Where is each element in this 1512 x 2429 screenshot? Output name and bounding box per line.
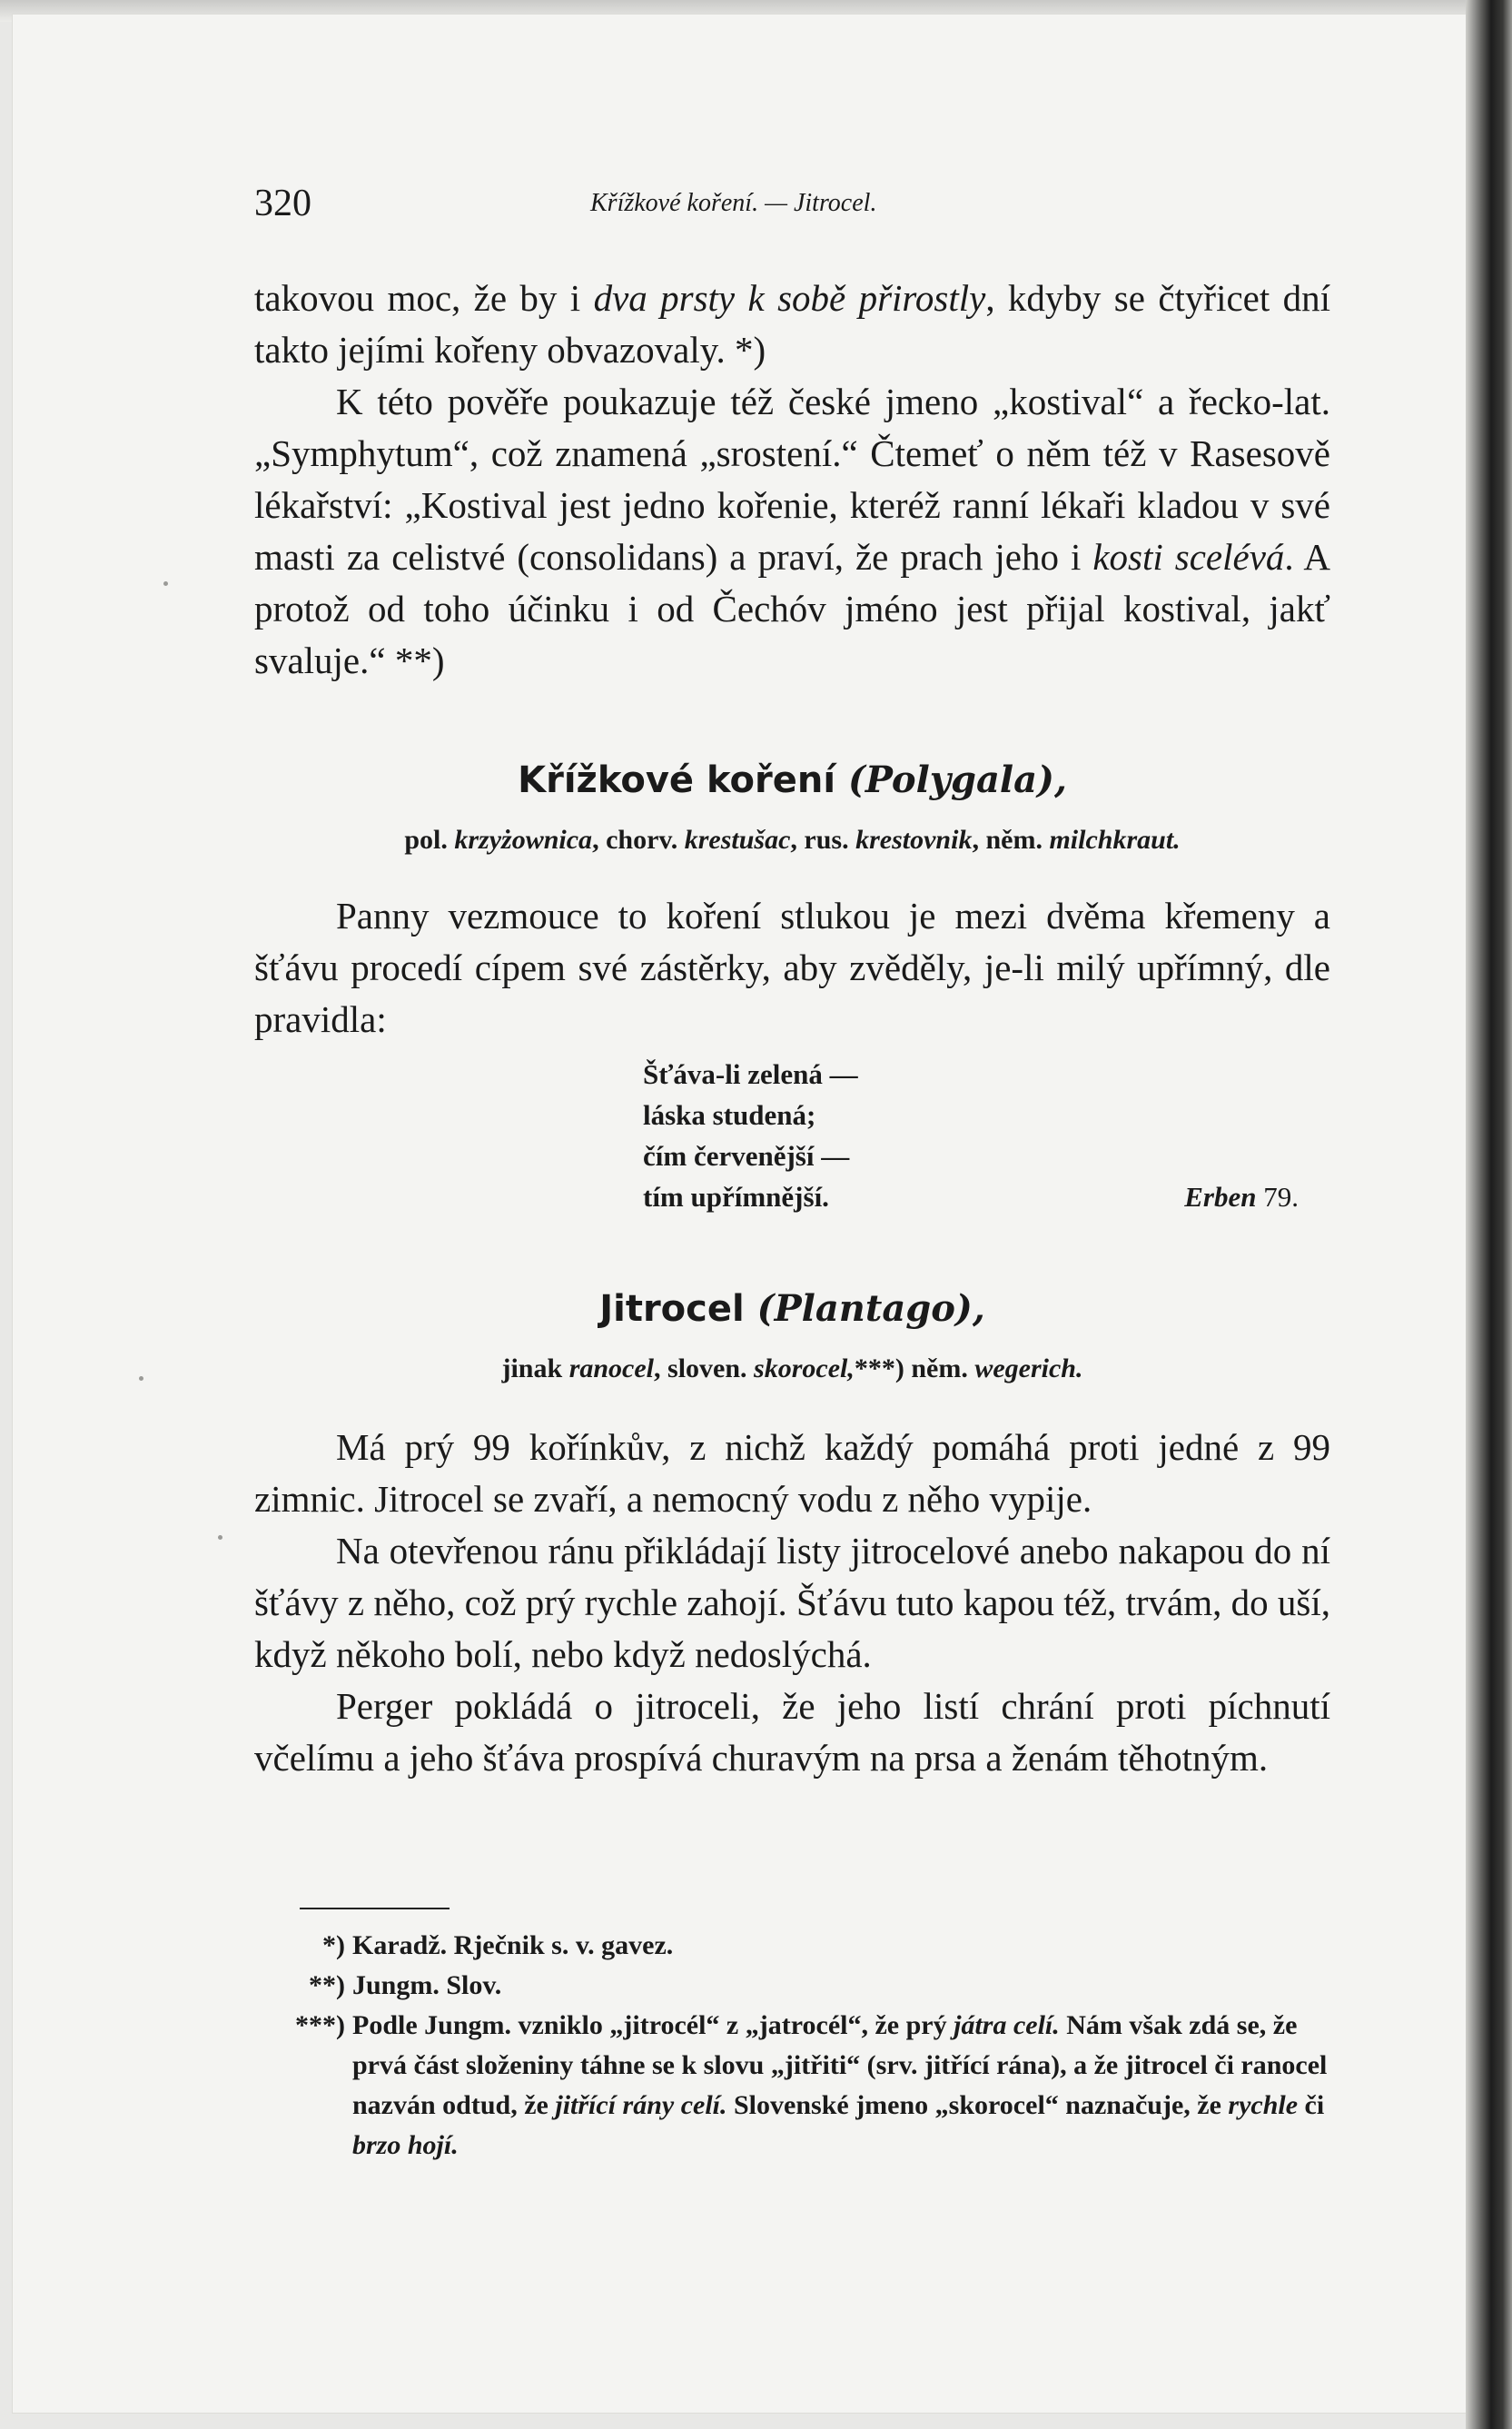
footnote: ***) Podle Jungm. vzniklo „jitrocél“ z „jatrocél“, že prý játra celí. Nám však zdá se, že prvá část složeniny táhne se k slovu „jitřiti“ (srv. jitřící rána), a že jitrocel či ranocel nazván odtud, že jitřící rány celí. Slovenské jmeno „skorocel“ naznačuje, že rychle či brzo hojí.	[272, 2006, 1330, 2166]
paper-speck	[218, 1535, 222, 1540]
verse-block	[643, 1054, 1333, 1217]
top-text-block	[254, 273, 1330, 687]
synonyms-plantago: jinak ranocel, sloven. skorocel,***) něm. wegerich.	[501, 1353, 1083, 1383]
footnote: **) Jungm. Slov.	[272, 1966, 1330, 2006]
verse-source: Erben 79.	[1184, 1181, 1299, 1213]
running-head-title: Křížkové koření. — Jitrocel.	[590, 189, 877, 217]
polygala-text	[254, 890, 1330, 1046]
page-number: 320	[254, 183, 311, 224]
paper-speck	[163, 581, 168, 586]
verse-line: láska studená;	[643, 1099, 816, 1131]
book-spine-shadow	[1466, 0, 1512, 2429]
footnotes	[272, 1926, 1330, 2166]
section-title-polygala: Křížkové koření (Polygala),	[518, 758, 1067, 801]
plantago-text	[254, 1422, 1330, 1784]
footnote: *) Karadž. Rječnik s. v. gavez.	[272, 1926, 1330, 1966]
synonyms-polygala: pol. krzyżownica, chorv. krestušac, rus. krestovnik, něm. milchkraut.	[404, 825, 1181, 855]
verse-line: Šťáva-li zelená —	[643, 1058, 858, 1090]
running-head	[254, 182, 1344, 227]
paragraph: Perger pokládá o jitroceli, že jeho listí chrání proti píchnutí včelímu a jeho šťáva prospívá churavým na prsa a ženám těhotným.	[254, 1685, 1330, 1779]
paragraph: K této pověře poukazuje též české jmeno „kostival“ a řecko-lat. „Symphytum“, což znamená „srostení.“ Čtemeť o něm též v Rasesově lékařství: „Kostival jest jedno kořenie, kteréž ranní lékaři kladou v své masti za celistvé (consolidans) a praví, že prach jeho i kosti scelévá. A protož od toho účinku i od Čechóv jméno jest přijal kostival, jakť svaluje.“ **)	[254, 381, 1330, 681]
paragraph: takovou moc, že by i dva prsty k sobě přirostly, kdyby se čtyřicet dní takto jejími kořeny obvazovaly. *)	[254, 277, 1331, 371]
paragraph: Panny vezmouce to koření stlukou je mezi dvěma křemeny a šťávu procedí cípem své zástěrky, aby zvěděly, je-li milý upřímný, dle pravidla:	[254, 895, 1330, 1040]
verse-line: čím červenější —	[643, 1140, 850, 1172]
footnote-rule	[300, 1908, 450, 1909]
section-title-plantago: Jitrocel (Plantago),	[599, 1287, 985, 1330]
footnote-mark: *)	[322, 1930, 345, 1960]
paragraph: Má prý 99 kořínkův, z nichž každý pomáhá proti jedné z 99 zimnic. Jitrocel se zvaří, a nemocný vodu z něho vypije.	[254, 1426, 1330, 1520]
paragraph: Na otevřenou ránu přikládají listy jitrocelové anebo nakapou do ní šťávy z něho, což prý rychle zahojí. Šťávu tuto kapou též, trvám, do uší, když někoho bolí, nebo když nedoslýchá.	[254, 1530, 1330, 1675]
paper-speck	[139, 1376, 143, 1381]
footnote-mark: **)	[309, 1970, 345, 2000]
footnote-mark: ***)	[295, 2010, 345, 2040]
verse-line: tím upřímnější.	[643, 1181, 829, 1213]
